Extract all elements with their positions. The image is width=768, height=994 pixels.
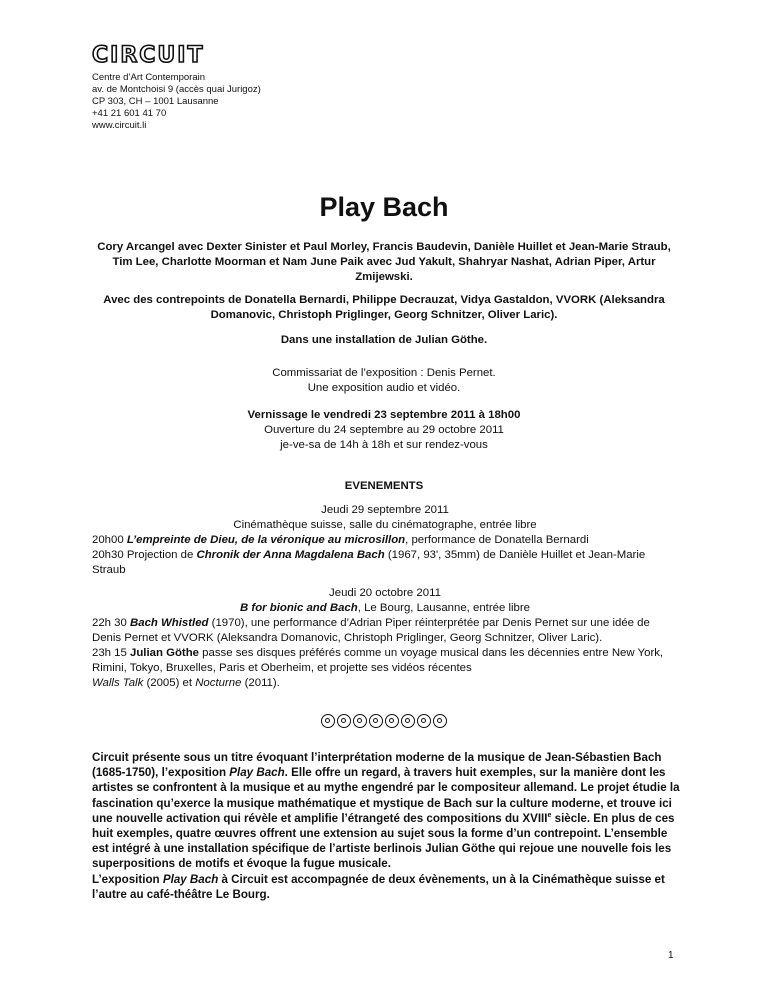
artists-list: Cory Arcangel avec Dexter Sinister et Paul Morley, Francis Baudevin, Danièle Huillet et Jean-Marie Straub, Tim Lee, Charlotte Moorman et Nam June Paik avec Jud Yakult, Shahryar Nashat, Adrian Piper, Artur Zmijewski.: [97, 241, 671, 283]
installation-line: Dans une installation de Julian Göthe.: [280, 334, 488, 346]
page-title: Play Bach: [319, 192, 449, 222]
event-title: B for bionic and Bach: [240, 602, 358, 614]
video-title: Walls Talk: [92, 677, 144, 689]
hours-line: je-ve-sa de 14h à 18h et sur rendez-vous: [280, 439, 488, 451]
exhibition-title: Play Bach: [162, 872, 219, 886]
circle-icon: [369, 714, 383, 728]
event-item: 20h00 L’empreinte de Dieu, de la véronique au microsillon, performance de Donatella Bernardi: [92, 534, 589, 546]
event-venue: B for bionic and Bach, Le Bourg, Lausanne, entrée libre: [240, 602, 530, 614]
vernissage-line: Vernissage le vendredi 23 septembre 2011 à 18h00: [247, 409, 521, 421]
phone-line: +41 21 601 41 70: [92, 108, 167, 119]
events-heading: EVENEMENTS: [344, 480, 424, 492]
opening-line: Ouverture du 24 septembre au 29 octobre 2011: [264, 424, 504, 436]
film-title: Chronik der Anna Magdalena Bach: [196, 549, 385, 561]
event-2: [92, 586, 678, 691]
event-item: 22h 30 Bach Whistled (1970), une performance d’Adrian Piper réinterprétée par Denis Pernet sur une idée de Denis Pernet et VVORK (Aleksandra Domanovic, Christoph Priglinger, Georg Schnitzer, Oliver Laric).: [92, 617, 650, 644]
circuit-logo: CIRCUIT: [92, 43, 205, 68]
curator-line: Commissariat de l’exposition : Denis Pernet.: [272, 367, 496, 379]
event-1: [92, 503, 678, 578]
circle-icon: [433, 714, 447, 728]
performance-title: L’empreinte de Dieu, de la véronique au microsillon: [126, 534, 406, 546]
artist-name: Julian Göthe: [130, 647, 199, 659]
dates-block: [92, 408, 676, 453]
performance-title: Bach Whistled: [130, 617, 209, 629]
address-line: av. de Montchoisi 9 (accès quai Jurigoz): [92, 84, 261, 95]
video-title: Nocturne: [195, 677, 242, 689]
counterpoints-list: Avec des contrepoints de Donatella Bernardi, Philippe Decrauzat, Vidya Gastaldon, VVORK (Aleksandra Domanovic, Christoph Priglinger, Georg Schnitzer, Oliver Laric).: [103, 294, 665, 321]
event-date: Jeudi 29 septembre 2011: [321, 504, 449, 516]
circles-divider: [0, 714, 768, 733]
circle-icon: [321, 714, 335, 728]
page-number: 1: [668, 950, 674, 961]
event-venue: Cinémathèque suisse, salle du cinématographe, entrée libre: [233, 519, 537, 531]
website-line: www.circuit.li: [92, 120, 147, 131]
address-block: [92, 72, 261, 132]
exhibition-title: Play Bach: [229, 766, 285, 780]
exhibition-type-line: Une exposition audio et vidéo.: [307, 382, 461, 394]
circle-icon: [417, 714, 431, 728]
address-line: CP 303, CH – 1001 Lausanne: [92, 96, 219, 107]
circle-icon: [353, 714, 367, 728]
address-line: Centre d’Art Contemporain: [92, 72, 205, 83]
event-date: Jeudi 20 octobre 2011: [329, 587, 441, 599]
curator-block: [92, 366, 676, 396]
event-item: 23h 15 Julian Göthe passe ses disques préférés comme un voyage musical dans les décennies entre New York, Rimini, Tokyo, Bruxelles, Paris et Oberheim, et projette ses vidéos récentes Walls Talk (2005) et Nocturne (2011).: [92, 647, 664, 689]
circle-icon: [401, 714, 415, 728]
circle-icon: [337, 714, 351, 728]
presentation-paragraph: Circuit présente sous un titre évoquant l’interprétation moderne de la musique de Jean-Sébastien Bach (1685-1750), l’exposition Play Bach. Elle offre un regard, à travers huit exemples, sur la manière dont les artistes se confrontent à la musique et au mythe engendré par le compositeur allemand. Le projet étudie la fascination qu’exerce la musique mathématique et mystique de Bach sur la culture moderne, et trouve ici une nouvelle activation qui révèle et amplifie l’étrangeté des compositions du XVIIIe siècle. En plus de ces huit exemples, quatre œuvres offrent une extension au sujet sous la forme d’un contrepoint. L’ensemble est intégré à une installation spécifique de l’artiste berlinois Julian Göthe qui rejoue une nouvelle fois les superpositions de motifs et évoque la fugue musicale. L’exposition Play Bach à Circuit est accompagnée de deux évènements, un à la Cinémathèque suisse et l’autre au café-théâtre Le Bourg.: [92, 751, 680, 901]
circle-icon: [385, 714, 399, 728]
event-item: 20h30 Projection de Chronik der Anna Magdalena Bach (1967, 93', 35mm) de Danièle Huillet et Jean-Marie Straub: [92, 549, 646, 576]
